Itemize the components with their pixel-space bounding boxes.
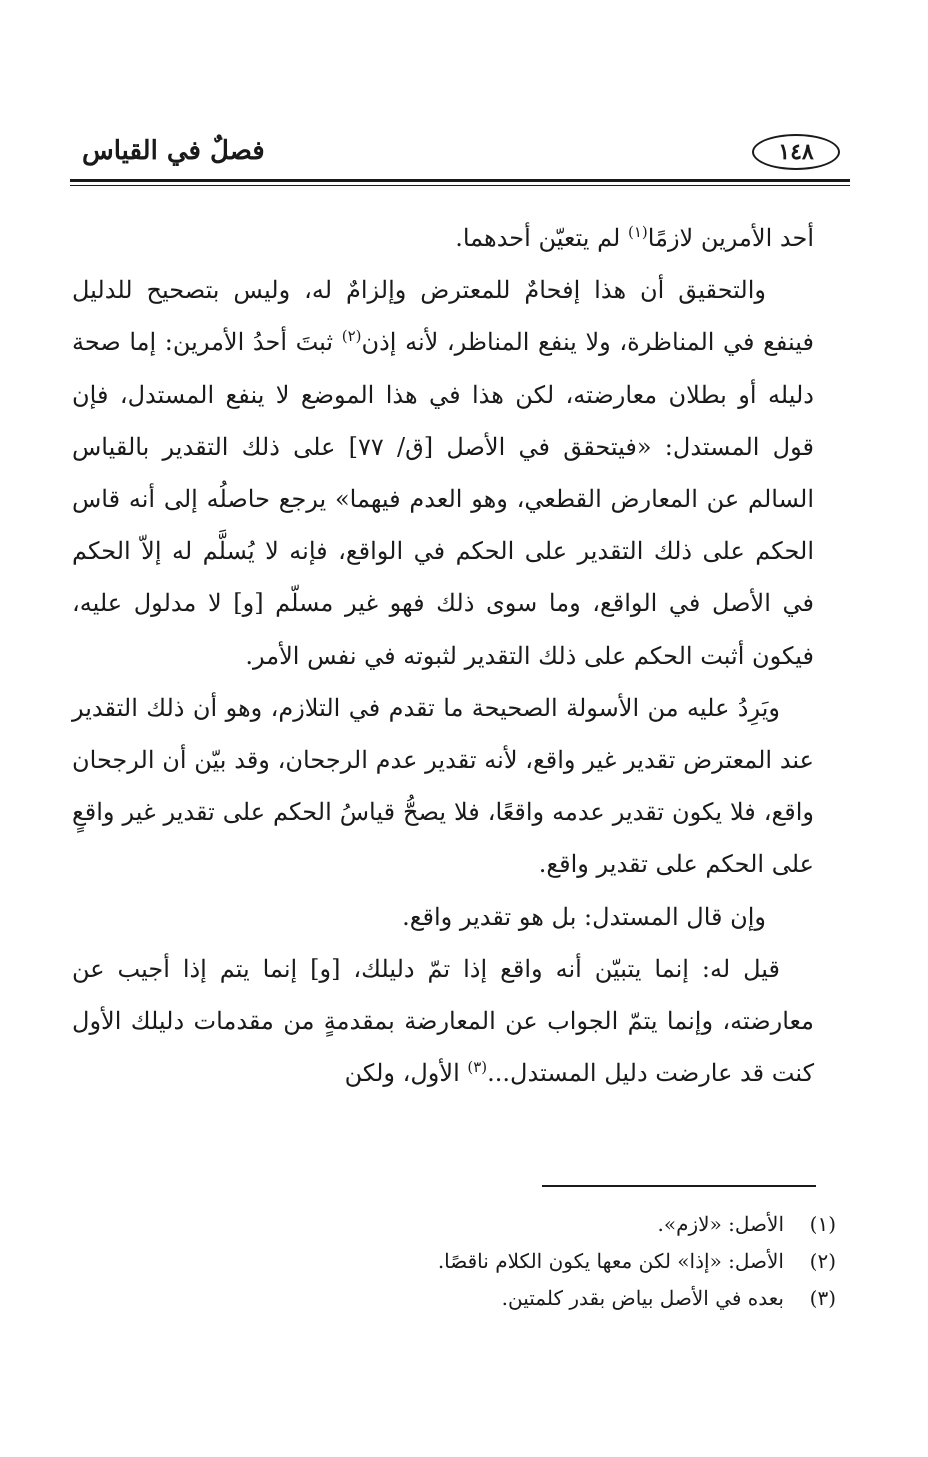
footnote-number: (٣) xyxy=(809,1286,836,1310)
page-number-badge xyxy=(752,134,840,170)
text-run: أحد الأمرين لازمًا xyxy=(647,224,814,252)
footnote-text: الأصل: «إذا» لكن معها يكون الكلام ناقصًا. xyxy=(437,1249,784,1273)
footnotes xyxy=(300,1206,836,1317)
footnote-number: (١) xyxy=(809,1212,836,1236)
footnote-number: (٢) xyxy=(809,1249,836,1273)
text-run: الأول، ولكن xyxy=(344,1059,468,1088)
header-rule xyxy=(70,179,850,182)
main-text xyxy=(72,212,814,1099)
running-header xyxy=(70,128,850,178)
text-run: ثبتَ أحدُ الأمرين: إما صحة دليله أو بطلان معارضته، لكن هذا في هذا الموضع لا ينفع المستدل، فإن قول المستدل: «فيتحقق في الأصل [ق/ ٧٧] على ذلك التقدير بالقياس السالم عن المعارض القطعي، وهو العدم فيهما» يرجع حاصلُه إلى أنه قاس الحكم على ذلك التقدير على الحكم في الواقع، فإنه لا يُسلَّم له إلاّ الحكم في الأصل في الواقع، وما سوى ذلك فهو غير مسلّم [و] لا مدلول عليه، فيكون أثبت الحكم على ذلك التقدير لثبوته في نفس الأمر. xyxy=(72,328,814,670)
paragraph-1 xyxy=(72,212,814,264)
paragraph-3: ويَرِدُ عليه من الأسولة الصحيحة ما تقدم في التلازم، وهو أن ذلك التقدير عند المعترض تقدير غير واقع، لأنه تقدير عدم الرجحان، وقد بيّن أن الرجحان واقع، فلا يكون تقدير عدمه واقعًا، فلا يصحُّ قياسُ الحكم على تقدير غير واقعٍ على الحكم على تقدير واقع. xyxy=(72,693,814,879)
footnote-ref-3[interactable]: (٣) xyxy=(467,1058,488,1077)
header-rule-thin xyxy=(70,185,850,186)
paragraph-4: وإن قال المستدل: بل هو تقدير واقع. xyxy=(402,902,766,931)
chapter-title: فصلٌ في القياس xyxy=(82,136,265,166)
text-run: لم يتعيّن أحدهما. xyxy=(455,224,628,252)
footnote-item xyxy=(300,1206,836,1243)
footnote-text: بعده في الأصل بياض بقدر كلمتين. xyxy=(501,1286,784,1310)
text-run: قيل له: إنما يتبيّن أنه واقع إذا تمّ دليلك، [و] إنما يتم إذا أجيب عن معارضته، وإنما يتمّ الجواب عن المعارضة بمقدمةٍ من مقدمات دليلك الأول كنت قد عارضت دليل المستدل... xyxy=(72,954,814,1088)
footnote-item xyxy=(300,1280,836,1317)
text-run: والتحقيق أن هذا إفحامٌ للمعترض وإلزامٌ له، وليس بتصحيح للدليل فينفع في المناظرة، ولا ينفع المناظر، لأنه إذن xyxy=(72,276,814,357)
paragraph-2 xyxy=(72,264,814,682)
footnote-item xyxy=(300,1243,836,1280)
paragraph-5 xyxy=(72,943,814,1100)
page-number: ١٤٨ xyxy=(778,139,814,165)
footnote-ref-1[interactable]: (١) xyxy=(628,223,648,241)
footnote-text: الأصل: «لازم». xyxy=(657,1212,784,1236)
footnote-separator xyxy=(542,1185,816,1187)
footnote-ref-2[interactable]: (٢) xyxy=(341,327,362,346)
